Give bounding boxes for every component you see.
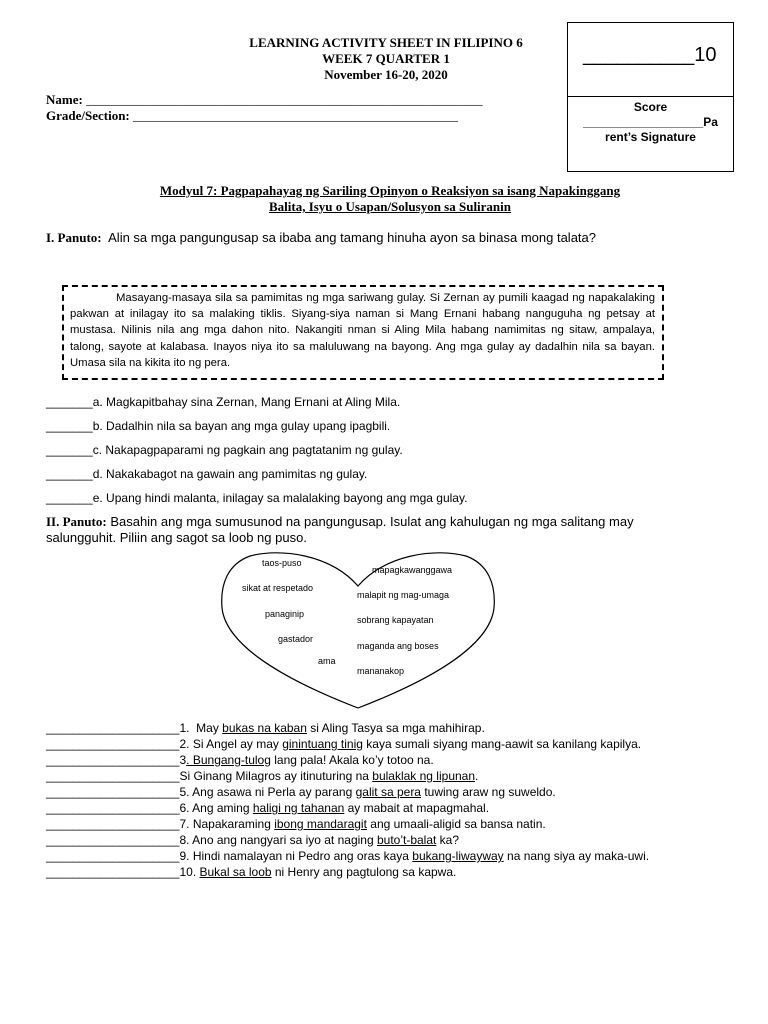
item-text: lang pala! Akala ko’y totoo na.	[270, 753, 434, 767]
part1-label: I. Panuto:	[46, 230, 102, 245]
item-text: ay mabait at mapagmahal.	[344, 801, 490, 815]
item-8[interactable]	[46, 833, 459, 847]
heart-word-mapagkawanggawa: mapagkawanggawa	[372, 565, 453, 575]
answer-blank[interactable]: ____________________	[46, 721, 180, 735]
answer-blank[interactable]: ____________________	[46, 801, 180, 815]
module-title	[110, 183, 670, 215]
answer-blank[interactable]: ____________________	[46, 737, 180, 751]
heart-word-panaginip: panaginip	[265, 609, 305, 619]
underlined-word: bukang-liwayway	[412, 849, 504, 863]
item-text: ang umaali-aligid sa bansa natin.	[366, 817, 546, 831]
answer-blank[interactable]: ____________________	[46, 865, 180, 879]
score-value[interactable]: __________10	[583, 44, 717, 66]
grade-section-field[interactable]	[46, 108, 458, 124]
choice-a[interactable]	[46, 395, 400, 409]
answer-blank[interactable]: _______	[46, 443, 93, 457]
item-text: na nang siya ay maka-uwi.	[503, 849, 650, 863]
underlined-word: bulaklak ng lipunan	[372, 769, 476, 783]
answer-blank[interactable]: _______	[46, 491, 93, 505]
underlined-word: galit sa pera	[355, 785, 421, 799]
answer-blank[interactable]: _______	[46, 395, 93, 409]
item-text: 5. Ang asawa ni Perla ay parang	[179, 785, 356, 799]
choice-text: b. Dadalhin nila sa bayan ang mga gulay upang ipagbili.	[92, 419, 391, 433]
heart-word-sikat: sikat at respetado	[242, 583, 314, 593]
choice-text: c. Nakapagpaparami ng pagkain ang pagtatanim ng gulay.	[92, 443, 403, 457]
item-text: 7. Napakaraming	[179, 817, 275, 831]
module-title-line2: Balita, Isyu o Usapan/Solusyon sa Suliranin	[268, 199, 512, 214]
answer-blank[interactable]: ____________________	[46, 753, 180, 767]
item-2[interactable]	[46, 737, 641, 751]
heart-word-malapit: malapit ng mag-umaga	[357, 590, 450, 600]
item-4[interactable]	[46, 769, 478, 783]
choice-d[interactable]	[46, 467, 367, 481]
signature-label: rent’s Signature	[605, 130, 696, 144]
answer-blank[interactable]: ____________________	[46, 769, 180, 783]
underlined-word: bukas na kaban	[222, 721, 307, 735]
item-1[interactable]	[46, 721, 485, 735]
item-6[interactable]	[46, 801, 489, 815]
answer-blank[interactable]: _______	[46, 467, 93, 481]
item-text: 6. Ang aming	[179, 801, 253, 815]
item-text: ni Henry ang pagtulong sa kapwa.	[271, 865, 457, 879]
choice-e[interactable]	[46, 491, 467, 505]
item-text: 1. May	[179, 721, 223, 735]
choice-c[interactable]	[46, 443, 403, 457]
grade-section-label: Grade/Section:	[46, 108, 130, 123]
item-10[interactable]	[46, 865, 456, 879]
part2-instruction	[46, 514, 634, 530]
part1-instruction-text: Alin sa mga pangungusap sa ibaba ang tamang hinuha ayon sa binasa mong talata?	[108, 230, 596, 245]
underlined-word: haligi ng tahanan	[252, 801, 345, 815]
underlined-word: ibong mandaragit	[274, 817, 367, 831]
part2-label: II. Panuto:	[46, 514, 107, 529]
heart-shape	[220, 548, 496, 710]
sheet-title: LEARNING ACTIVITY SHEET IN FILIPINO 6	[249, 35, 523, 50]
answer-blank[interactable]: ____________________	[46, 833, 180, 847]
heart-word-kapayatan: sobrang kapayatan	[357, 615, 434, 625]
item-text: tuwing araw ng suweldo.	[420, 785, 556, 799]
item-text: 3	[179, 753, 187, 767]
answer-blank[interactable]: _______	[46, 419, 93, 433]
date-range: November 16-20, 2020	[324, 67, 448, 82]
signature-line[interactable]: __________________Pa	[583, 115, 718, 129]
item-text: si Aling Tasya sa mga mahihirap.	[306, 721, 485, 735]
item-text: 9. Hindi namalayan ni Pedro ang oras kaya	[179, 849, 413, 863]
item-text: 10.	[179, 865, 200, 879]
item-text: 8. Ano ang nangyari sa iyo at naging	[179, 833, 377, 847]
heart-word-mananakop: mananakop	[357, 666, 405, 676]
item-text: kaya sumali siyang mang-aawit sa kanilang kapilya.	[362, 737, 642, 751]
underlined-word: Bukal sa loob	[199, 865, 272, 879]
week-quarter: WEEK 7 QUARTER 1	[322, 51, 450, 66]
item-text: 2. Si Angel ay may	[179, 737, 283, 751]
module-title-line1: Modyul 7: Pagpapahayag ng Sariling Opinyon o Reaksiyon sa isang Napakinggang	[159, 183, 621, 198]
item-9[interactable]	[46, 849, 649, 863]
heart-word-maganda: maganda ang boses	[357, 641, 439, 651]
part1-instruction	[46, 230, 596, 246]
heart-word-gastador: gastador	[278, 634, 314, 644]
score-divider	[567, 96, 734, 97]
item-text: ka?	[436, 833, 460, 847]
name-label: Name:	[46, 92, 83, 107]
choice-text: d. Nakakabagot na gawain ang pamimitas ng gulay.	[92, 467, 368, 481]
answer-blank[interactable]: ____________________	[46, 785, 180, 799]
answer-blank[interactable]: ____________________	[46, 817, 180, 831]
part2-instruction-line2: salungguhit. Piliin ang sagot sa loob ng puso.	[46, 530, 307, 545]
item-7[interactable]	[46, 817, 546, 831]
answer-blank[interactable]: ____________________	[46, 849, 180, 863]
name-blank[interactable]: _____________________________________________________________	[86, 92, 483, 107]
passage-text: Masayang-masaya sila sa pamimitas ng mga sariwang gulay. Si Zernan ay pumili kaagad ng napakalaking pakwan at inilagay ito sa malaking tiklis. Siyang-siya naman si Mang Ernani habang nanguguha ng petsay at mustasa. Nilinis nila ang mga dahon nito. Nakangiti nman si Aling Mila habang namimitas ng sitaw, ampalaya, talong, sayote at kalabasa. Inayos niya ito sa maluluwang na bayong. Ang mga gulay ay dadalhin nila sa bayan. Umasa sila na kikita ito ng pera.	[70, 292, 655, 369]
item-text: .	[475, 769, 479, 783]
choice-text: e. Upang hindi malanta, inilagay sa malalaking bayong ang mga gulay.	[92, 491, 468, 505]
item-text: Si Ginang Milagros ay itinuturing na	[179, 769, 373, 783]
part2-instruction-line1: Basahin ang mga sumusunod na pangungusap. Isulat ang kahulugan ng mga salitang may	[110, 514, 634, 529]
underlined-word: ginintuang tinig	[282, 737, 363, 751]
choice-text: a. Magkapitbahay sina Zernan, Mang Ernani at Aling Mila.	[92, 395, 401, 409]
reading-passage	[70, 290, 655, 371]
item-5[interactable]	[46, 785, 556, 799]
heart-word-ama: ama	[318, 656, 336, 666]
underlined-word: . Bungang-tulog	[186, 753, 271, 767]
choice-b[interactable]	[46, 419, 390, 433]
item-3[interactable]	[46, 753, 434, 767]
grade-section-blank[interactable]: __________________________________________________	[133, 108, 459, 123]
score-signature-area	[567, 100, 734, 145]
heart-word-taos-puso: taos-puso	[262, 558, 302, 568]
name-field[interactable]	[46, 92, 483, 108]
underlined-word: buto’t-balat	[376, 833, 437, 847]
score-label: Score	[633, 100, 668, 114]
